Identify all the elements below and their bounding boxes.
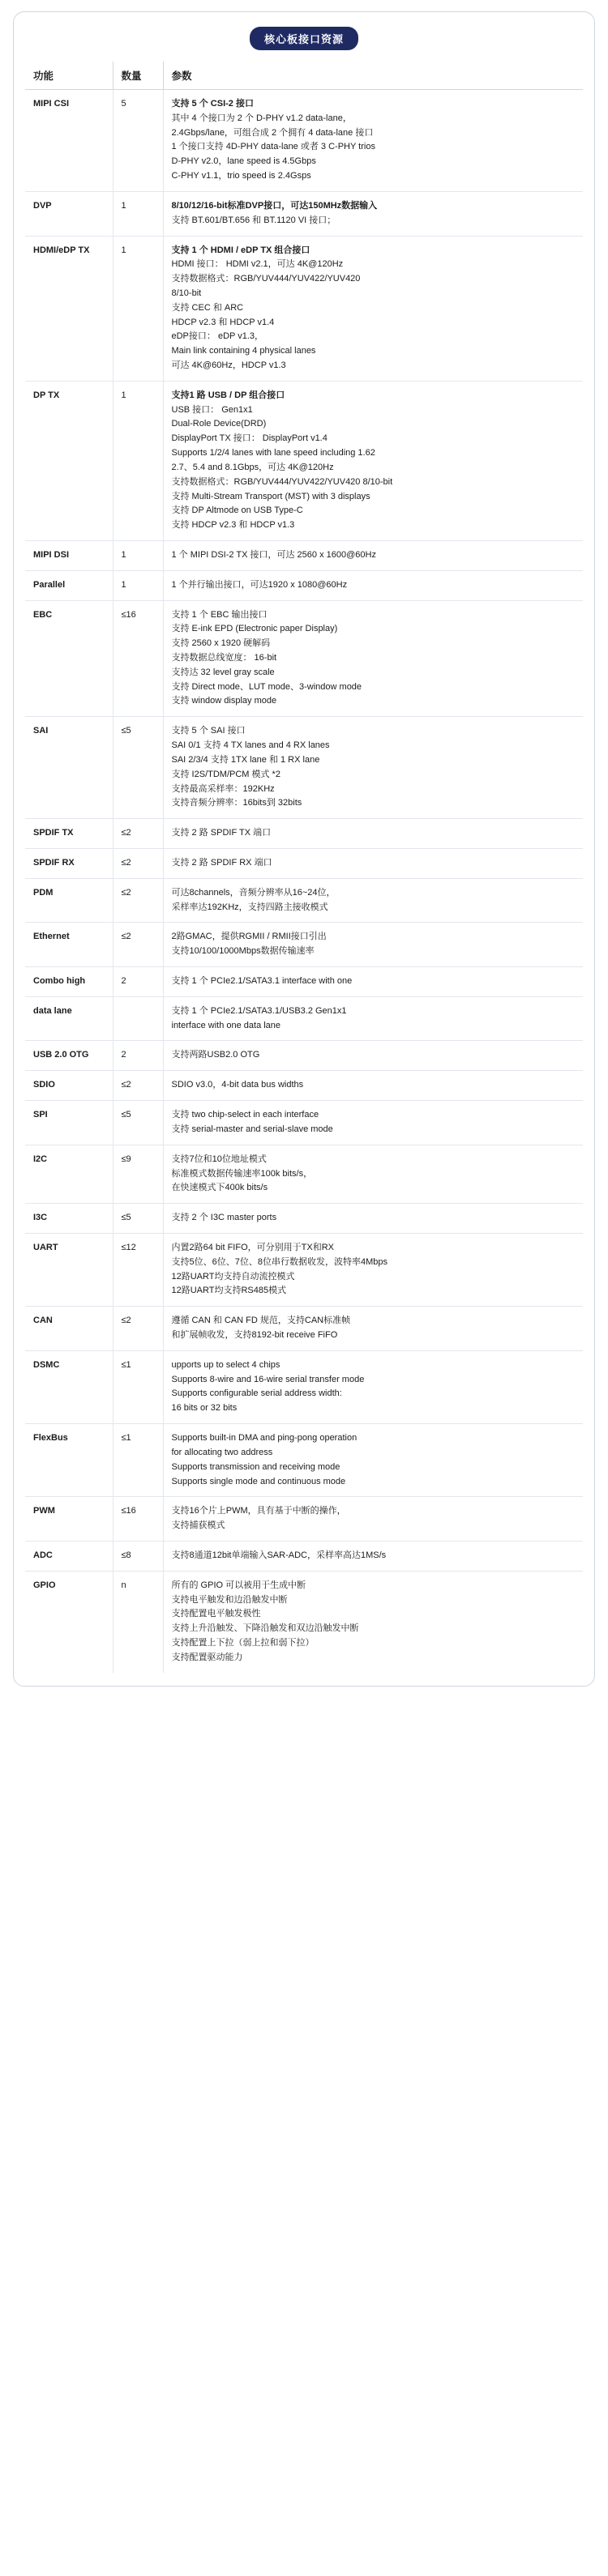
cell-quantity: 5: [113, 90, 163, 192]
cell-quantity: ≤5: [113, 717, 163, 819]
param-line: 支持 DP Altmode on USB Type-C: [171, 505, 303, 516]
table-row: [25, 1541, 583, 1571]
param-line: Supports configurable serial address width:: [171, 1388, 342, 1399]
cell-quantity: ≤5: [113, 1101, 163, 1145]
param-line: 2.7、5.4 and 8.1Gbps，可达 4K@120Hz: [171, 462, 334, 472]
cell-params: [163, 819, 583, 849]
param-line: 支持 window display mode: [171, 696, 277, 706]
param-line: Dual-Role Device(DRD): [171, 419, 267, 429]
cell-function: DP TX: [25, 381, 113, 540]
param-line: C-PHY v1.1，trio speed is 2.4Gsps: [171, 171, 311, 181]
table-row: [25, 923, 583, 967]
param-line: 支持配置电平触发极性: [171, 1609, 261, 1619]
cell-function: Combo high: [25, 967, 113, 997]
table-row: [25, 1233, 583, 1306]
cell-params: [163, 1307, 583, 1351]
cell-params: [163, 1204, 583, 1234]
cell-quantity: ≤1: [113, 1350, 163, 1423]
table-row: [25, 600, 583, 717]
column-header-params: 参数: [163, 62, 583, 90]
cell-function: PDM: [25, 878, 113, 923]
param-line: D-PHY v2.0，lane speed is 4.5Gbps: [171, 156, 316, 167]
cell-quantity: 1: [113, 540, 163, 570]
cell-quantity: 1: [113, 570, 163, 600]
cell-params: [163, 1571, 583, 1672]
table-row: [25, 1350, 583, 1423]
param-line: 支持 BT.601/BT.656 和 BT.1120 VI 接口；: [171, 215, 336, 225]
cell-quantity: ≤16: [113, 1497, 163, 1542]
cell-function: I3C: [25, 1204, 113, 1234]
table-row: [25, 236, 583, 381]
cell-params: [163, 236, 583, 381]
table-row: [25, 570, 583, 600]
param-line: 内置2路64 bit FIFO，可分别用于TX和RX: [171, 1242, 334, 1252]
cell-params: [163, 540, 583, 570]
param-line: 可达8channels，音频分辨率从16~24位，: [171, 887, 336, 898]
param-line: 支持7位和10位地址模式: [171, 1154, 267, 1164]
cell-function: SDIO: [25, 1071, 113, 1101]
table-row: [25, 1571, 583, 1672]
param-line: 和扩展帧收发，支持8192-bit receive FiFO: [171, 1330, 338, 1340]
cell-params: [163, 381, 583, 540]
cell-function: USB 2.0 OTG: [25, 1041, 113, 1071]
spec-card: [13, 11, 595, 1687]
param-line: 支持音频分辨率：16bits到 32bits: [171, 798, 302, 808]
cell-quantity: 1: [113, 191, 163, 236]
param-line: 1 个并行输出接口，可达1920 x 1080@60Hz: [171, 579, 348, 590]
param-line: SAI 0/1 支持 4 TX lanes and 4 RX lanes: [171, 740, 330, 751]
cell-function: UART: [25, 1233, 113, 1306]
cell-quantity: ≤8: [113, 1541, 163, 1571]
cell-params: [163, 1497, 583, 1542]
cell-params: [163, 1541, 583, 1571]
param-line: 支持 2 路 SPDIF RX 端口: [171, 857, 272, 868]
param-line: 支持 two chip-select in each interface: [171, 1110, 319, 1120]
cell-params: [163, 848, 583, 878]
cell-params: [163, 1233, 583, 1306]
page-title: 核心板接口资源: [250, 27, 358, 50]
cell-quantity: ≤5: [113, 1204, 163, 1234]
param-line: 在快速模式下400k bits/s: [171, 1183, 268, 1193]
param-line: 支持电平触发和边沿触发中断: [171, 1594, 288, 1605]
param-line: 支持 2 个 I3C master ports: [171, 1213, 277, 1223]
param-line: 支持数据格式：RGB/YUV444/YUV422/YUV420: [171, 274, 361, 284]
param-line: 支持 1 个 PCIe2.1/SATA3.1/USB3.2 Gen1x1: [171, 1005, 347, 1016]
param-line: 支持达 32 level gray scale: [171, 667, 275, 677]
param-line: Supports single mode and continuous mode: [171, 1476, 346, 1486]
param-line: 16 bits or 32 bits: [171, 1403, 238, 1414]
cell-params: [163, 996, 583, 1041]
param-line: for allocating two address: [171, 1447, 273, 1457]
param-line: 支持 5 个 CSI-2 接口: [171, 99, 254, 109]
cell-params: [163, 1350, 583, 1423]
title-container: [25, 27, 583, 50]
param-line: SAI 2/3/4 支持 1TX lane 和 1 RX lane: [171, 754, 320, 765]
cell-function: SPI: [25, 1101, 113, 1145]
table-row: [25, 1307, 583, 1351]
param-line: 1 个 MIPI DSI-2 TX 接口，可达 2560 x 1600@60Hz: [171, 549, 376, 560]
table-row: [25, 1424, 583, 1497]
cell-quantity: ≤2: [113, 819, 163, 849]
table-header-row: [25, 62, 583, 90]
param-line: 12路UART均支持自动流控模式: [171, 1271, 295, 1282]
cell-function: MIPI DSI: [25, 540, 113, 570]
table-row: [25, 717, 583, 819]
cell-function: data lane: [25, 996, 113, 1041]
param-line: 支持 E-ink EPD (Electronic paper Display): [171, 624, 338, 634]
cell-function: EBC: [25, 600, 113, 717]
cell-params: [163, 1101, 583, 1145]
cell-function: CAN: [25, 1307, 113, 1351]
param-line: SDIO v3.0，4-bit data bus widths: [171, 1080, 304, 1090]
param-line: 支持上升沿触发、下降沿触发和双边沿触发中断: [171, 1623, 359, 1634]
cell-params: [163, 90, 583, 192]
param-line: 支持两路USB2.0 OTG: [171, 1050, 260, 1060]
cell-function: DVP: [25, 191, 113, 236]
cell-params: [163, 191, 583, 236]
table-row: [25, 1041, 583, 1071]
table-row: [25, 848, 583, 878]
cell-function: Parallel: [25, 570, 113, 600]
param-line: 支持 1 个 HDMI / eDP TX 组合接口: [171, 245, 310, 255]
param-line: 支持 1 个 PCIe2.1/SATA3.1 interface with one: [171, 976, 353, 986]
cell-quantity: [113, 996, 163, 1041]
cell-quantity: 1: [113, 381, 163, 540]
param-line: 支持 2560 x 1920 硬解码: [171, 638, 271, 649]
param-line: 标准模式数据传输速率100k bits/s，: [171, 1168, 313, 1179]
table-row: [25, 191, 583, 236]
param-line: upports up to select 4 chips: [171, 1359, 280, 1370]
param-line: 其中 4 个接口为 2 个 D-PHY v1.2 data-lane，: [171, 113, 352, 123]
cell-params: [163, 570, 583, 600]
param-line: HDCP v2.3 和 HDCP v1.4: [171, 317, 275, 327]
cell-function: I2C: [25, 1145, 113, 1203]
param-line: 支持 CEC 和 ARC: [171, 302, 244, 313]
cell-quantity: ≤12: [113, 1233, 163, 1306]
param-line: 支持 Multi-Stream Transport (MST) with 3 displays: [171, 491, 370, 501]
cell-params: [163, 1424, 583, 1497]
cell-function: GPIO: [33, 1580, 56, 1590]
param-line: 1 个接口支持 4D-PHY data-lane 或者 3 C-PHY trios: [171, 142, 375, 152]
table-row: [25, 381, 583, 540]
table-row: [25, 540, 583, 570]
param-line: 8/10-bit: [171, 288, 202, 298]
param-line: 支持配置上下拉（弱上拉和弱下拉）: [171, 1638, 315, 1648]
table-row: [25, 1145, 583, 1203]
column-header-quantity: 数量: [113, 62, 163, 90]
param-line: 采样率达192KHz，支持四路主接收模式: [171, 902, 328, 912]
cell-params: [163, 1041, 583, 1071]
cell-quantity: ≤2: [113, 1307, 163, 1351]
param-line: eDP接口： eDP v1.3，: [171, 331, 264, 342]
cell-params: [163, 878, 583, 923]
param-line: 支持配置驱动能力: [171, 1652, 243, 1662]
cell-function: DSMC: [25, 1350, 113, 1423]
table-body: [25, 90, 583, 1673]
param-line: 支持 serial-master and serial-slave mode: [171, 1124, 333, 1134]
param-line: 8/10/12/16-bit标准DVP接口，可达150MHz数据输入: [171, 200, 378, 211]
table-row: [25, 1204, 583, 1234]
param-line: 支持 I2S/TDM/PCM 模式 *2: [171, 769, 280, 779]
param-line: 2路GMAC，提供RGMII / RMII接口引出: [171, 932, 327, 942]
cell-quantity: 2: [113, 1041, 163, 1071]
table-row: [25, 1101, 583, 1145]
cell-params: [163, 717, 583, 819]
table-row: [25, 1497, 583, 1542]
param-line: 支持 Direct mode、LUT mode、3-window mode: [171, 681, 362, 692]
cell-quantity: ≤2: [113, 923, 163, 967]
param-line: interface with one data lane: [171, 1020, 281, 1030]
param-line: 支持5位、6位、7位、8位串行数据收发，波特率4Mbps: [171, 1256, 387, 1267]
cell-function: Ethernet: [25, 923, 113, 967]
param-line: 支持 5 个 SAI 接口: [171, 726, 246, 736]
param-line: 支持 1 个 EBC 输出接口: [171, 609, 268, 620]
param-line: 支持数据格式：RGB/YUV444/YUV422/YUV420 8/10-bit: [171, 476, 393, 487]
param-line: 支持1 路 USB / DP 组合接口: [171, 390, 285, 400]
cell-quantity: 1: [113, 236, 163, 381]
param-line: 支持16个片上PWM，具有基于中断的操作，: [171, 1506, 346, 1516]
table-row: [25, 996, 583, 1041]
param-line: 可达 4K@60Hz，HDCP v1.3: [171, 360, 286, 370]
cell-params: [163, 1145, 583, 1203]
param-line: Supports 8-wire and 16-wire serial transfer mode: [171, 1374, 365, 1384]
param-line: 支持 2 路 SPDIF TX 端口: [171, 828, 272, 838]
param-line: 支持捕获模式: [171, 1520, 225, 1531]
table-header: [25, 62, 583, 90]
param-line: 支持最高采样率：192KHz: [171, 783, 275, 794]
cell-function: MIPI CSI: [25, 90, 113, 192]
table-row: [25, 967, 583, 997]
param-line: Supports 1/2/4 lanes with lane speed including 1.62: [171, 448, 375, 458]
cell-quantity: 2: [113, 967, 163, 997]
param-line: HDMI 接口： HDMI v2.1，可达 4K@120Hz: [171, 259, 344, 270]
cell-quantity: ≤2: [113, 1071, 163, 1101]
param-line: 支持 HDCP v2.3 和 HDCP v1.3: [171, 520, 295, 531]
cell-params: [163, 600, 583, 717]
cell-params: [163, 1071, 583, 1101]
param-line: DisplayPort TX 接口： DisplayPort v1.4: [171, 433, 328, 444]
param-line: Supports transmission and receiving mode: [171, 1461, 340, 1472]
table-row: [25, 1071, 583, 1101]
cell-function: SAI: [25, 717, 113, 819]
cell-function: HDMI/eDP TX: [25, 236, 113, 381]
param-line: 所有的 GPIO 可以被用于生成中断: [171, 1580, 306, 1590]
cell-quantity: ≤16: [113, 600, 163, 717]
cell-params: [163, 967, 583, 997]
param-line: USB 接口： Gen1x1: [171, 404, 253, 415]
param-line: Supports built-in DMA and ping-pong operation: [171, 1433, 358, 1444]
cell-quantity: ≤2: [113, 878, 163, 923]
table-row: [25, 90, 583, 192]
interface-resource-table: [25, 62, 583, 1673]
cell-quantity: n: [113, 1571, 163, 1672]
table-row: [25, 878, 583, 923]
cell-function: FlexBus: [25, 1424, 113, 1497]
table-row: [25, 819, 583, 849]
param-line: 2.4Gbps/lane，可组合成 2 个拥有 4 data-lane 接口: [171, 127, 374, 138]
param-line: 支持10/100/1000Mbps数据传输速率: [171, 946, 315, 957]
param-line: Main link containing 4 physical lanes: [171, 346, 316, 356]
cell-function: SPDIF TX: [25, 819, 113, 849]
column-header-function: 功能: [25, 62, 113, 90]
param-line: 遵循 CAN 和 CAN FD 规范，支持CAN标准帧: [171, 1316, 351, 1326]
param-line: 支持数据总线宽度： 16-bit: [171, 653, 277, 663]
param-line: 支持8通道12bit单端输入SAR-ADC，采样率高达1MS/s: [171, 1550, 387, 1560]
cell-quantity: ≤9: [113, 1145, 163, 1203]
cell-function: ADC: [25, 1541, 113, 1571]
param-line: 12路UART均支持RS485模式: [171, 1286, 287, 1296]
cell-quantity: ≤1: [113, 1424, 163, 1497]
cell-params: [163, 923, 583, 967]
cell-quantity: ≤2: [113, 848, 163, 878]
cell-function: SPDIF RX: [25, 848, 113, 878]
cell-function: PWM: [25, 1497, 113, 1542]
